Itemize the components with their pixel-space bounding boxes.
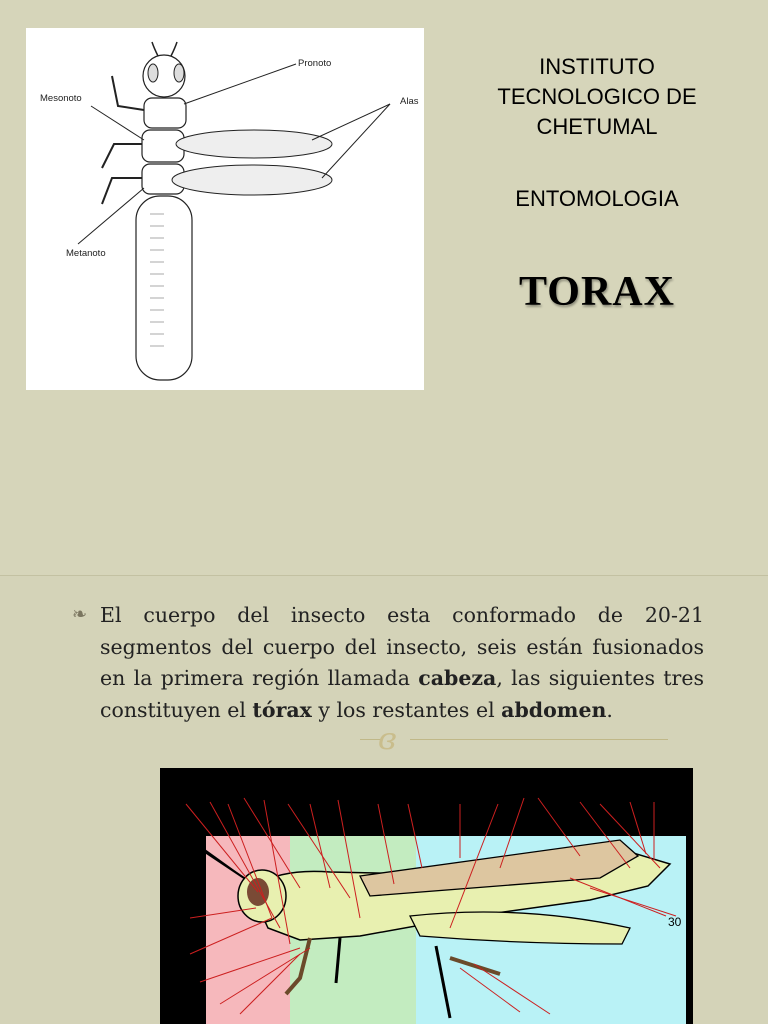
institution-title [470,52,724,142]
flourish-ornament-icon: ɞ [378,722,397,757]
text-segment: El cuerpo del insecto esta conformado de 20-21 segmentos del cuerpo del insecto, seis están fusionados en la primera región llamada [100,603,704,690]
bold-abdomen: abdomen [501,697,607,722]
label-metanoto: Metanoto [66,248,106,259]
ornament-rule-right [410,739,668,740]
topic-title: TORAX [519,269,675,315]
text-segment: y los restantes el [311,697,502,722]
label-alas: Alas [400,96,419,107]
institution-line-3: CHETUMAL [536,114,658,139]
slide-divider [0,575,768,576]
label-mesonoto: Mesonoto [40,93,82,104]
insect-body-diagram [26,28,424,390]
curl-bullet-icon: ❧ [72,604,88,625]
label-pronoto: Pronoto [298,58,332,69]
institution-line-2: TECNOLOGICO DE [497,84,697,109]
ornament-rule-left [360,739,380,740]
grasshopper-figure [160,768,693,1024]
course-name: ENTOMOLOGIA [515,186,679,211]
bold-cabeza: cabeza [418,666,497,690]
termite-diagram [26,28,424,390]
figure-number-label: 30 [668,915,682,929]
text-segment: . [606,697,613,722]
text-segment: , las siguientes tres constituyen el [100,666,704,722]
body-paragraph [100,600,704,726]
grasshopper-anatomy-illustration [160,768,693,1024]
institution-line-1: INSTITUTO [539,54,655,79]
bold-torax: tórax [252,697,312,722]
